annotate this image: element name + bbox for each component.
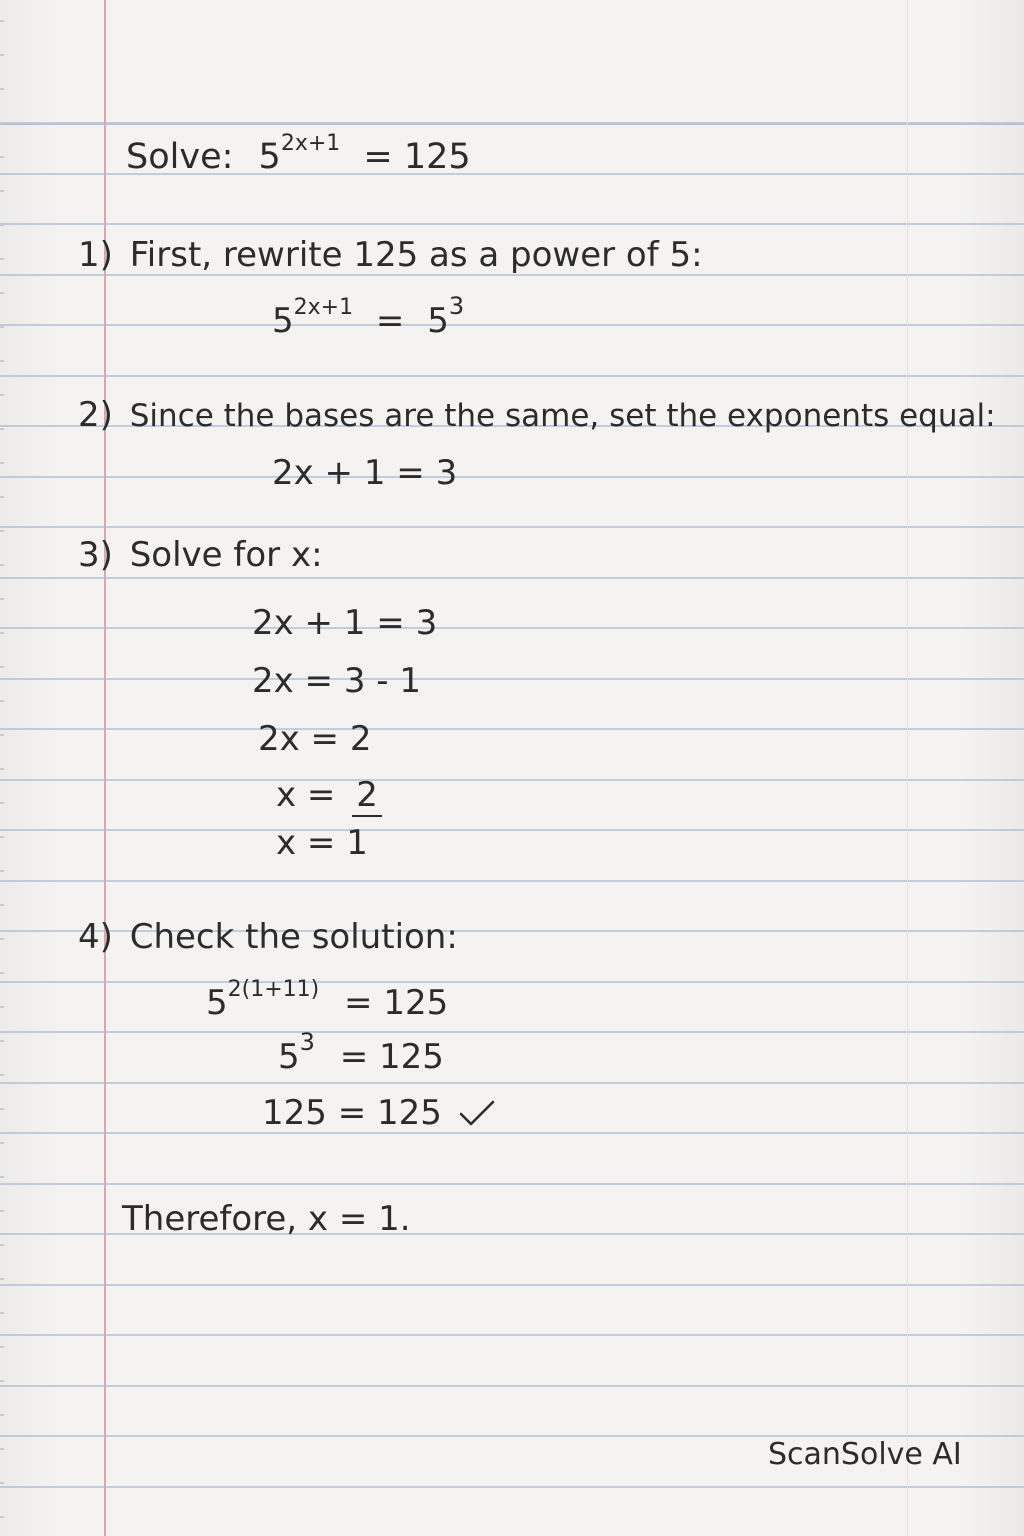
step3-line4-lhs: x = [276,775,336,815]
step2-equation: 2x + 1 = 3 [272,453,458,493]
rule-line [0,678,1024,680]
rule-line [0,476,1024,478]
edge-mark [0,1142,4,1144]
step4-number: 4) [78,917,113,957]
rule-line [0,1031,1024,1033]
edge-mark [0,190,4,192]
edge-mark [0,564,4,566]
edge-mark [0,156,4,158]
rule-line [0,1132,1024,1134]
step1-eq: = [375,301,405,341]
edge-mark [0,768,4,770]
edge-mark [0,1074,4,1076]
edge-mark [0,258,4,260]
step4-line1-base: 5 [206,983,228,1023]
edge-mark [0,496,4,498]
step3-number: 3) [78,535,113,575]
rule-line [0,526,1024,528]
edge-mark [0,326,4,328]
rule-line [0,1486,1024,1488]
edge-mark [0,1108,4,1110]
rule-line [0,1284,1024,1286]
edge-mark [0,1244,4,1246]
edge-mark [0,1040,4,1042]
edge-mark [0,1176,4,1178]
step4-line2-rhs: = 125 [339,1037,444,1077]
step4-text: Check the solution: [129,917,458,957]
edge-mark [0,598,4,600]
edge-mark [0,88,4,90]
rule-line [0,981,1024,983]
step4-line1-exp: 2(1+11) [227,977,320,1002]
rule-line [0,223,1024,225]
edge-mark [0,802,4,804]
step4-line1-rhs: = 125 [344,983,449,1023]
step1-lexp: 2x+1 [293,295,354,320]
step1-number: 1) [78,235,113,275]
edge-mark [0,530,4,532]
step4-heading [78,917,458,957]
step3-line-2: 2x = 3 - 1 [252,661,422,701]
rule-line [0,577,1024,579]
step4-line-1 [206,977,449,1023]
problem-base: 5 [258,137,281,177]
problem-rhs: = 125 [363,137,471,177]
edge-mark [0,836,4,838]
edge-mark [0,734,4,736]
edge-mark [0,1312,4,1314]
step1-heading [78,235,703,275]
step4-line3-text: 125 = 125 [262,1093,442,1133]
brand-label: ScanSolve AI [768,1437,962,1472]
step4-line2-base: 5 [278,1037,300,1077]
step2-heading [78,395,996,435]
problem-statement [126,131,471,177]
step4-line2-exp: 3 [299,1028,315,1056]
edge-mark [0,1448,4,1450]
edge-mark [0,1346,4,1348]
step1-text: First, rewrite 125 as a power of 5: [129,235,703,275]
right-guide-line [907,0,908,1536]
edge-mark [0,632,4,634]
conclusion: Therefore, x = 1. [122,1199,411,1239]
edge-mark [0,20,4,22]
edge-mark [0,904,4,906]
edge-mark [0,1414,4,1416]
edge-mark [0,1516,4,1518]
rule-line [0,829,1024,831]
edge-mark [0,1380,4,1382]
checkmark-icon [459,1100,493,1124]
edge-mark [0,938,4,940]
rule-line [0,1334,1024,1336]
step1-rexp: 3 [448,292,465,320]
step3-text: Solve for x: [129,535,323,575]
rule-line [0,627,1024,629]
edge-mark [0,462,4,464]
edge-mark [0,1006,4,1008]
step2-text: Since the bases are the same, set the exponents equal: [129,398,996,434]
edge-mark [0,224,4,226]
margin-line [104,0,106,1536]
edge-mark [0,360,4,362]
edge-mark [0,292,4,294]
step1-equation [272,292,465,341]
step2-number: 2) [78,395,113,435]
step3-line-5: x = 1 [276,823,368,863]
edge-mark [0,122,4,124]
step3-line-4 [276,775,382,815]
edge-mark [0,1278,4,1280]
step1-lbase: 5 [272,301,294,341]
rule-line [0,122,1024,124]
problem-label: Solve: [126,137,234,177]
problem-exponent: 2x+1 [280,131,341,156]
rule-line [0,375,1024,377]
edge-mark [0,972,4,974]
step3-line-1: 2x + 1 = 3 [252,603,438,643]
step4-line-3 [262,1093,493,1133]
edge-mark [0,428,4,430]
step1-rbase: 5 [427,301,449,341]
step3-line-3: 2x = 2 [258,719,372,759]
rule-line [0,1183,1024,1185]
edge-mark [0,394,4,396]
rule-line [0,779,1024,781]
rule-line [0,324,1024,326]
rule-line [0,1082,1024,1084]
edge-mark [0,54,4,56]
edge-mark [0,870,4,872]
edge-mark [0,1210,4,1212]
rule-line [0,728,1024,730]
edge-mark [0,700,4,702]
rule-line [0,1385,1024,1387]
step4-line-2 [278,1028,444,1077]
step3-line4-value: 2 [352,775,382,817]
rule-line [0,880,1024,882]
edge-mark [0,1482,4,1484]
edge-mark [0,666,4,668]
step3-heading [78,535,323,575]
